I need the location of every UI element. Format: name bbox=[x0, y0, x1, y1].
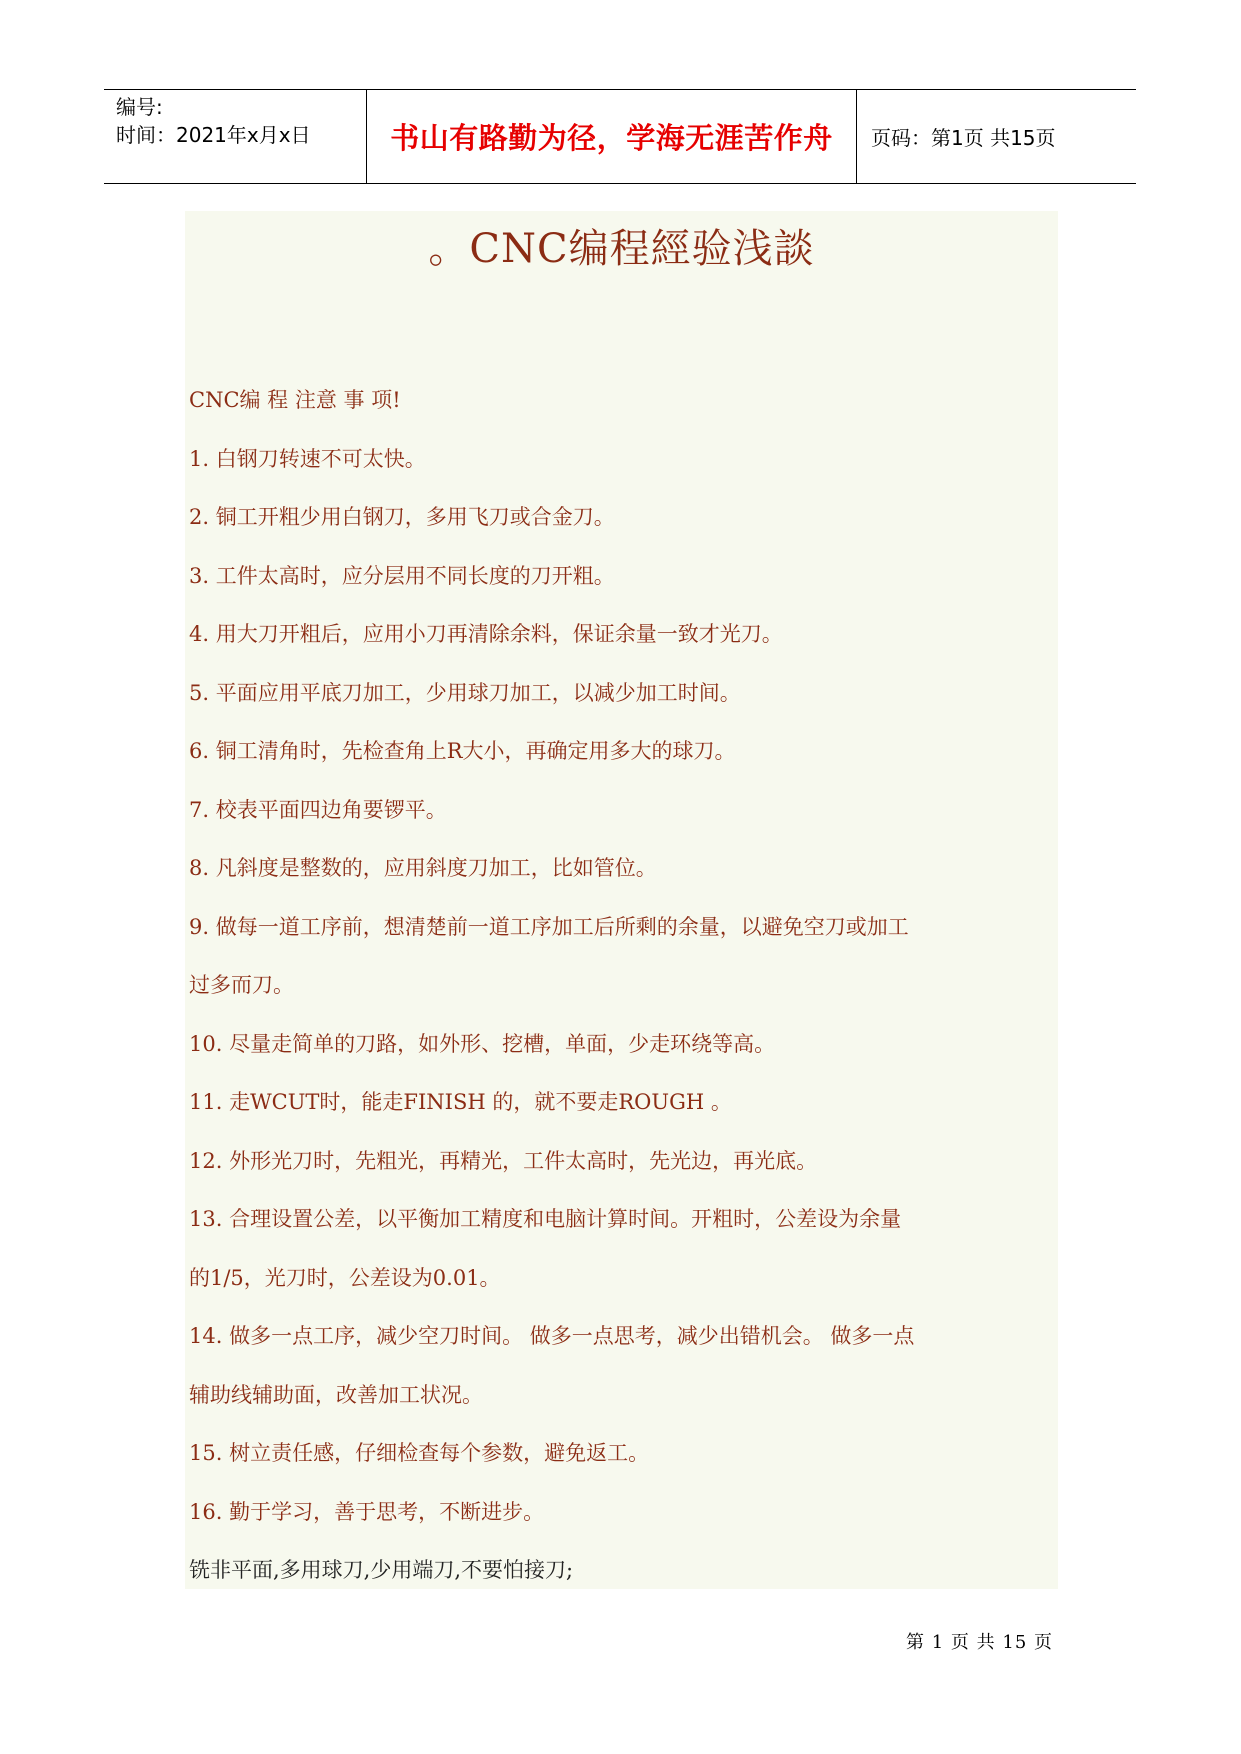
serial-label: 编号: bbox=[116, 95, 163, 119]
list-item: 5. 平面应用平底刀加工，少用球刀加工，以减少加工时间。 bbox=[189, 680, 741, 705]
list-item: 8. 凡斜度是整数的，应用斜度刀加工，比如管位。 bbox=[189, 856, 657, 880]
document-header bbox=[104, 89, 1136, 184]
list-item: 辅助线辅助面，改善加工状况。 bbox=[189, 1382, 483, 1407]
list-item: 14. 做多一点工序，减少空刀时间。 做多一点思考，减少出错机会。 做多一点 bbox=[189, 1324, 915, 1348]
header-page-info: 页码：第1页 共15页 bbox=[871, 126, 1056, 150]
header-meta-cell bbox=[104, 90, 367, 183]
document-title: 。CNC编程經验浅談 bbox=[428, 226, 815, 272]
list-item: 6. 铜工清角时，先检查角上R大小，再确定用多大的球刀。 bbox=[189, 739, 736, 763]
list-item: 11. 走WCUT时，能走FINISH 的，就不要走ROUGH 。 bbox=[189, 1090, 732, 1114]
list-item: 7. 校表平面四边角要锣平。 bbox=[189, 797, 447, 822]
page-footer: 第 1 页 共 15 页 bbox=[906, 1632, 1053, 1653]
list-item: 9. 做每一道工序前，想清楚前一道工序加工后所剩的余量，以避免空刀或加工 bbox=[189, 914, 909, 939]
list-item: 2. 铜工开粗少用白钢刀，多用飞刀或合金刀。 bbox=[189, 505, 615, 529]
notes-list bbox=[189, 371, 1055, 1600]
list-item: 的1/5，光刀时，公差设为0.01。 bbox=[189, 1265, 501, 1290]
list-item: 过多而刀。 bbox=[189, 973, 294, 997]
time-label: 时间：2021年x月x日 bbox=[116, 123, 311, 147]
list-item: 13. 合理设置公差，以平衡加工精度和电脑计算时间。开粗时，公差设为余量 bbox=[189, 1207, 902, 1231]
list-item: 12. 外形光刀时，先粗光，再精光，工件太高时，先光边，再光底。 bbox=[189, 1148, 818, 1173]
list-item: 4. 用大刀开粗后，应用小刀再清除余料，保证余量一致才光刀。 bbox=[189, 622, 783, 646]
final-note: 铣非平面,多用球刀,少用端刀,不要怕接刀; bbox=[189, 1558, 574, 1582]
list-item: 16. 勤于学习，善于思考，不断进步。 bbox=[189, 1499, 545, 1524]
section-heading: CNC编 程 注意 事 项! bbox=[189, 388, 401, 412]
list-item: 10. 尽量走简单的刀路，如外形、挖槽，单面，少走环绕等高。 bbox=[189, 1031, 776, 1056]
list-item: 1. 白钢刀转速不可太快。 bbox=[189, 446, 426, 471]
list-item: 15. 树立责任感，仔细检查每个参数，避免返工。 bbox=[189, 1441, 650, 1465]
list-item: 3. 工件太高时，应分层用不同长度的刀开粗。 bbox=[189, 563, 615, 588]
document-body bbox=[185, 211, 1058, 1589]
header-motto: 书山有路勤为径，学海无涯苦作舟 bbox=[367, 90, 857, 183]
